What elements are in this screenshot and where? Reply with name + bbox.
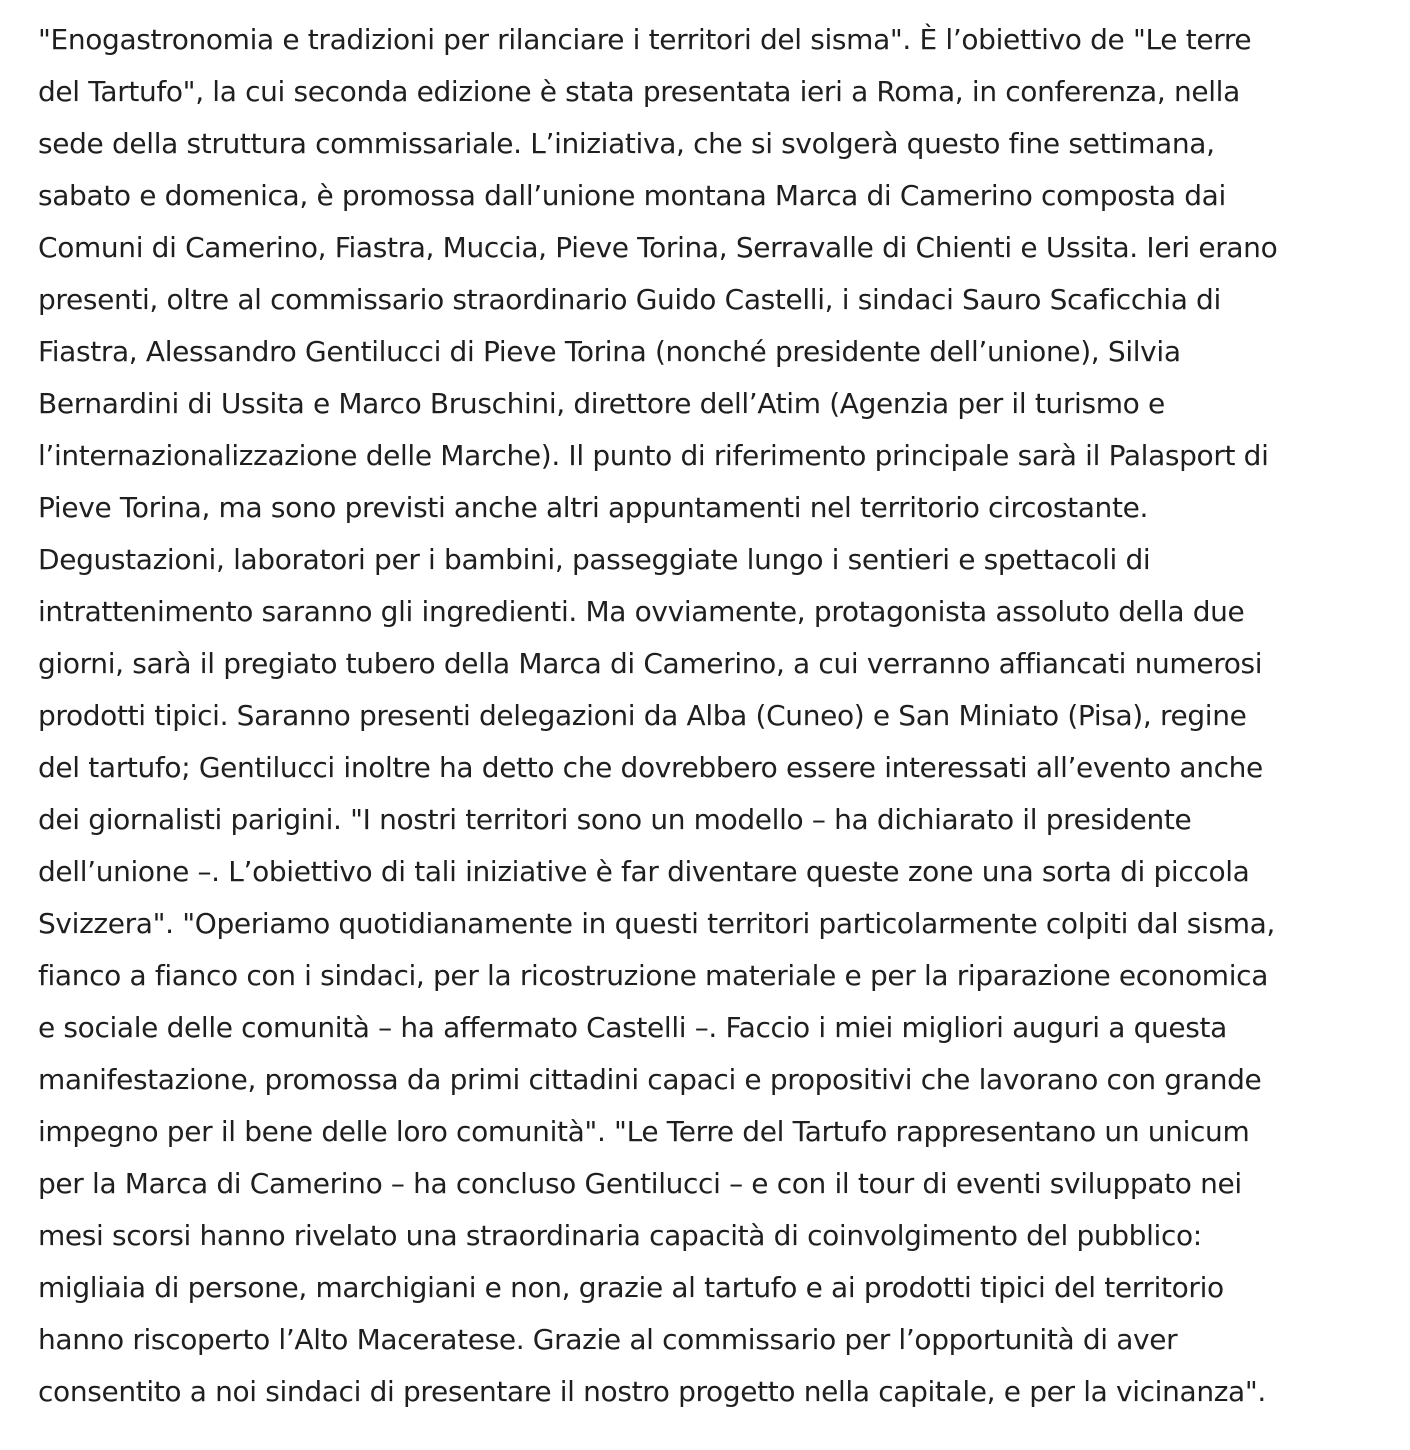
article-line: Degustazioni, laboratori per i bambini, passeggiate lungo i sentieri e spettacoli di [38,543,1151,576]
article-line: e sociale delle comunità – ha affermato Castelli –. Faccio i miei migliori auguri a questa [38,1011,1227,1044]
article-line: prodotti tipici. Saranno presenti delegazioni da Alba (Cuneo) e San Miniato (Pisa), regine [38,699,1247,732]
article-line: manifestazione, promossa da primi cittadini capaci e propositivi che lavorano con grande [38,1063,1262,1096]
article-line: Fiastra, Alessandro Gentilucci di Pieve Torina (nonché presidente dell’unione), Silvia [38,335,1181,368]
article-line: impegno per il bene delle loro comunità". "Le Terre del Tartufo rappresentano un unicum [38,1115,1250,1148]
article-line: l’internazionalizzazione delle Marche). Il punto di riferimento principale sarà il Palasport di [38,439,1269,472]
article-line: sabato e domenica, è promossa dall’unione montana Marca di Camerino composta dai [38,179,1226,212]
article-line: consentito a noi sindaci di presentare il nostro progetto nella capitale, e per la vicinanza". [38,1375,1266,1408]
article-line: fianco a fianco con i sindaci, per la ricostruzione materiale e per la riparazione economica [38,959,1269,992]
article-line: Bernardini di Ussita e Marco Bruschini, direttore dell’Atim (Agenzia per il turismo e [38,387,1165,420]
article-line: intrattenimento saranno gli ingredienti. Ma ovviamente, protagonista assoluto della due [38,595,1245,628]
article-line: del tartufo; Gentilucci inoltre ha detto che dovrebbero essere interessati all’evento anche [38,751,1263,784]
article-line: mesi scorsi hanno rivelato una straordinaria capacità di coinvolgimento del pubblico: [38,1219,1202,1252]
article-line: migliaia di persone, marchigiani e non, grazie al tartufo e ai prodotti tipici del territorio [38,1271,1224,1304]
article-line: presenti, oltre al commissario straordinario Guido Castelli, i sindaci Sauro Scaficchia di [38,283,1221,316]
article-line: sede della struttura commissariale. L’iniziativa, che si svolgerà questo fine settimana, [38,127,1215,160]
article-line: per la Marca di Camerino – ha concluso Gentilucci – e con il tour di eventi sviluppato nei [38,1167,1242,1200]
article-line: del Tartufo", la cui seconda edizione è stata presentata ieri a Roma, in conferenza, nella [38,75,1240,108]
article-line: Pieve Torina, ma sono previsti anche altri appuntamenti nel territorio circostante. [38,491,1149,524]
article-line: giorni, sarà il pregiato tubero della Marca di Camerino, a cui verranno affiancati numerosi [38,647,1263,680]
article-line: dei giornalisti parigini. "I nostri territori sono un modello – ha dichiarato il presidente [38,803,1192,836]
article-line: hanno riscoperto l’Alto Maceratese. Grazie al commissario per l’opportunità di aver [38,1323,1178,1356]
article-line: dell’unione –. L’obiettivo di tali iniziative è far diventare queste zone una sorta di piccola [38,855,1250,888]
article-line: Svizzera". "Operiamo quotidianamente in questi territori particolarmente colpiti dal sisma, [38,907,1275,940]
article-line: Comuni di Camerino, Fiastra, Muccia, Pieve Torina, Serravalle di Chienti e Ussita. Ieri erano [38,231,1278,264]
article-line: "Enogastronomia e tradizioni per rilanciare i territori del sisma". È l’obiettivo de "Le terre [38,23,1252,56]
